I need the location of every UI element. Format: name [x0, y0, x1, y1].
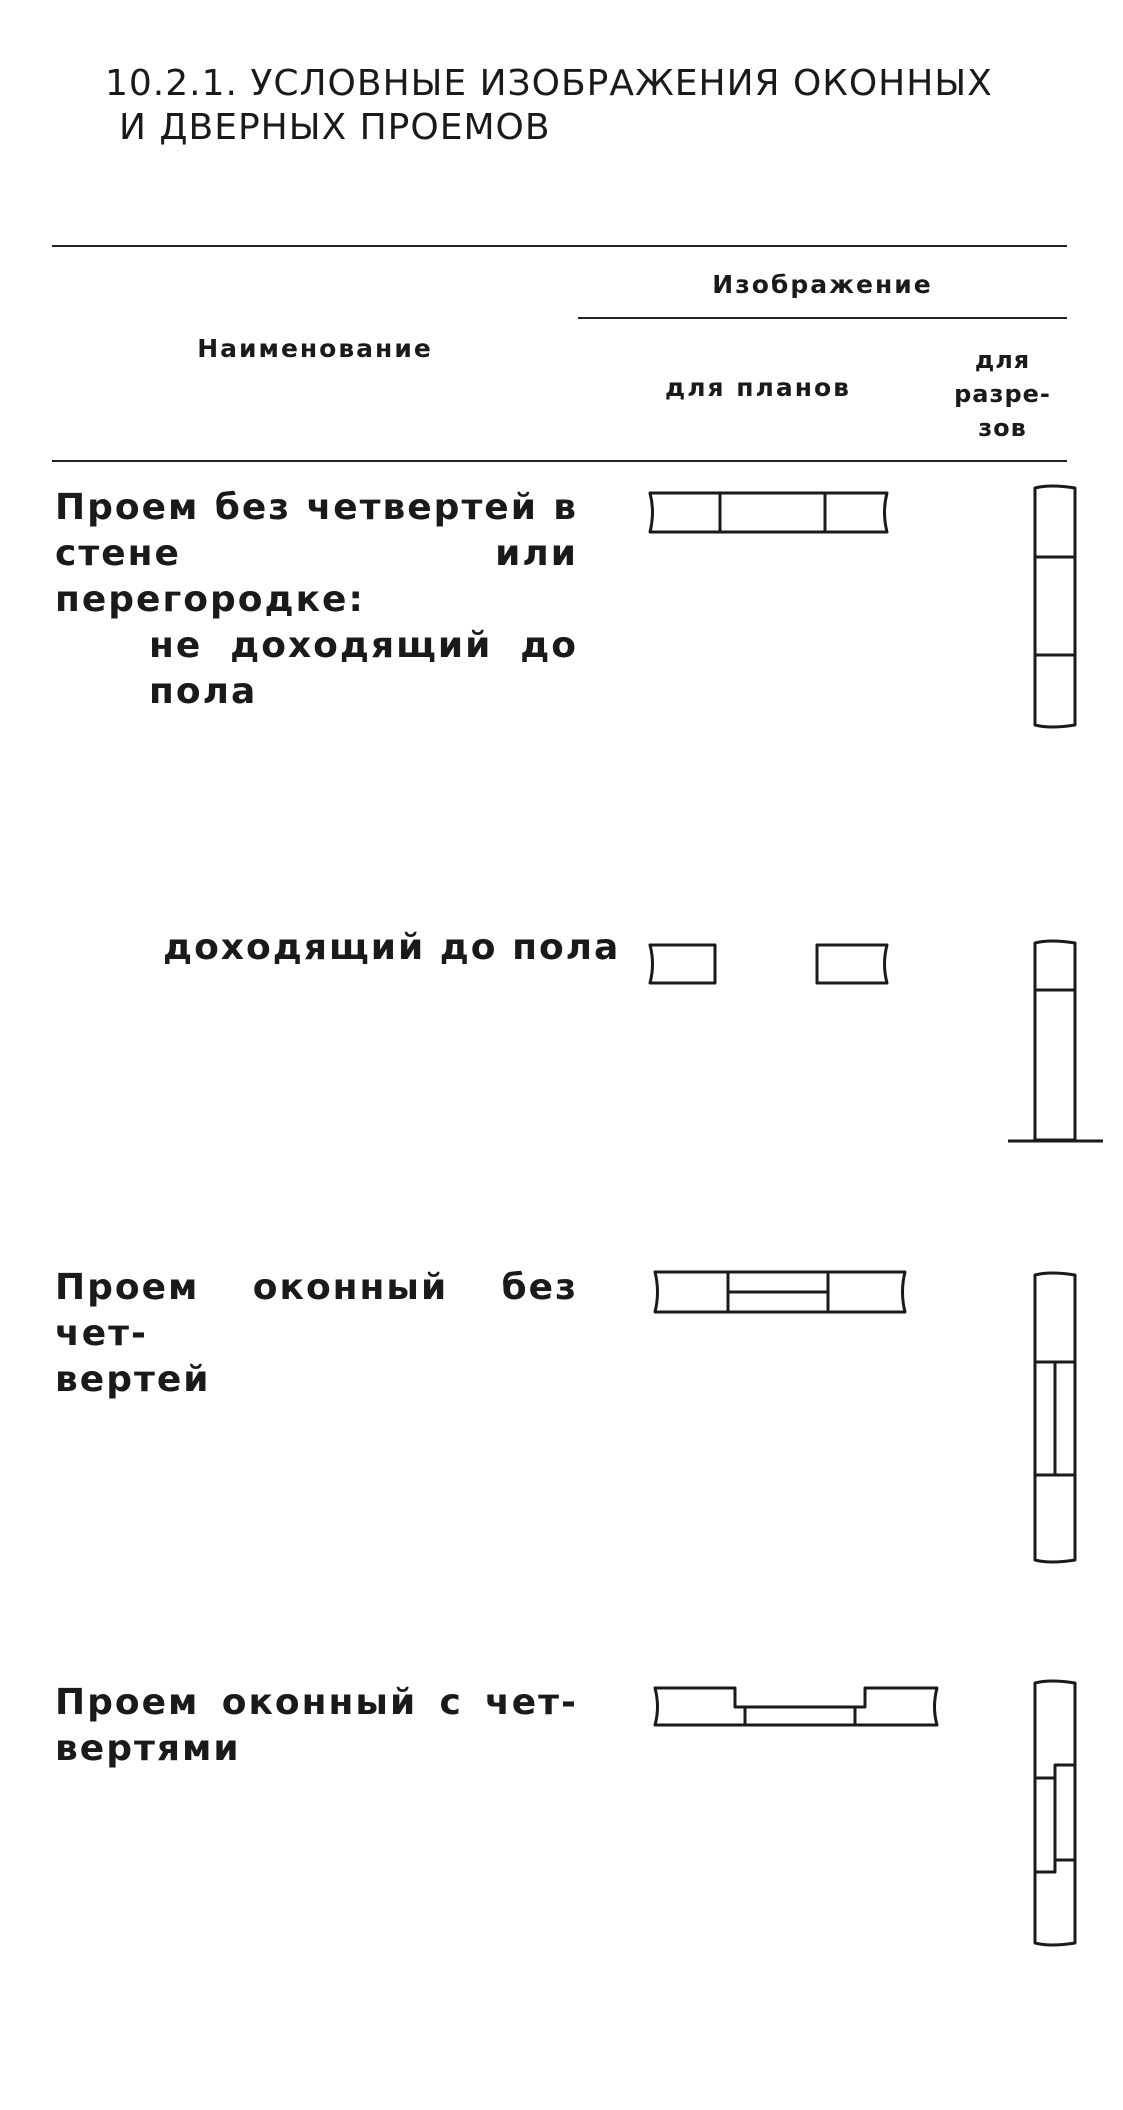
symbol-section-window-no-rebates — [1035, 1273, 1075, 1562]
row-1-line-3: не доходящий до — [149, 625, 578, 666]
row-1-line-2: стене или перегородке: — [55, 533, 578, 620]
header-sections-line-1: для — [974, 346, 1031, 374]
title-line-1: 10.2.1. УСЛОВНЫЕ ИЗОБРАЖЕНИЯ ОКОННЫХ — [105, 63, 993, 104]
row-3-line-2: вертей — [55, 1359, 211, 1400]
row-3-line-1: Проем оконный без чет- — [55, 1267, 578, 1354]
symbol-section-window-with-rebates — [1035, 1681, 1075, 1945]
header-sections-line-3: зов — [978, 414, 1027, 442]
row-1-line-4: пола — [149, 671, 258, 712]
symbol-section-opening-to-floor — [1008, 941, 1103, 1141]
row-4-line-1: Проем оконный с чет- — [55, 1682, 578, 1723]
header-plans: для планов — [665, 373, 851, 402]
symbol-plan-window-no-rebates — [655, 1272, 905, 1312]
symbol-plan-opening-no-rebates — [650, 493, 887, 532]
header-sections-line-2: разре- — [954, 380, 1051, 408]
symbol-plan-opening-to-floor — [650, 945, 887, 983]
title-line-2: И ДВЕРНЫХ ПРОЕМОВ — [119, 107, 551, 148]
symbol-plan-window-with-rebates — [655, 1688, 937, 1725]
symbol-section-opening-not-to-floor — [1035, 486, 1075, 727]
row-4-line-2: вертями — [55, 1728, 241, 1769]
row-1-line-1: Проем без четвертей в — [55, 487, 578, 528]
header-name: Наименование — [197, 334, 433, 363]
header-image: Изображение — [712, 270, 933, 299]
row-2-line-1: доходящий до пола — [163, 927, 621, 968]
